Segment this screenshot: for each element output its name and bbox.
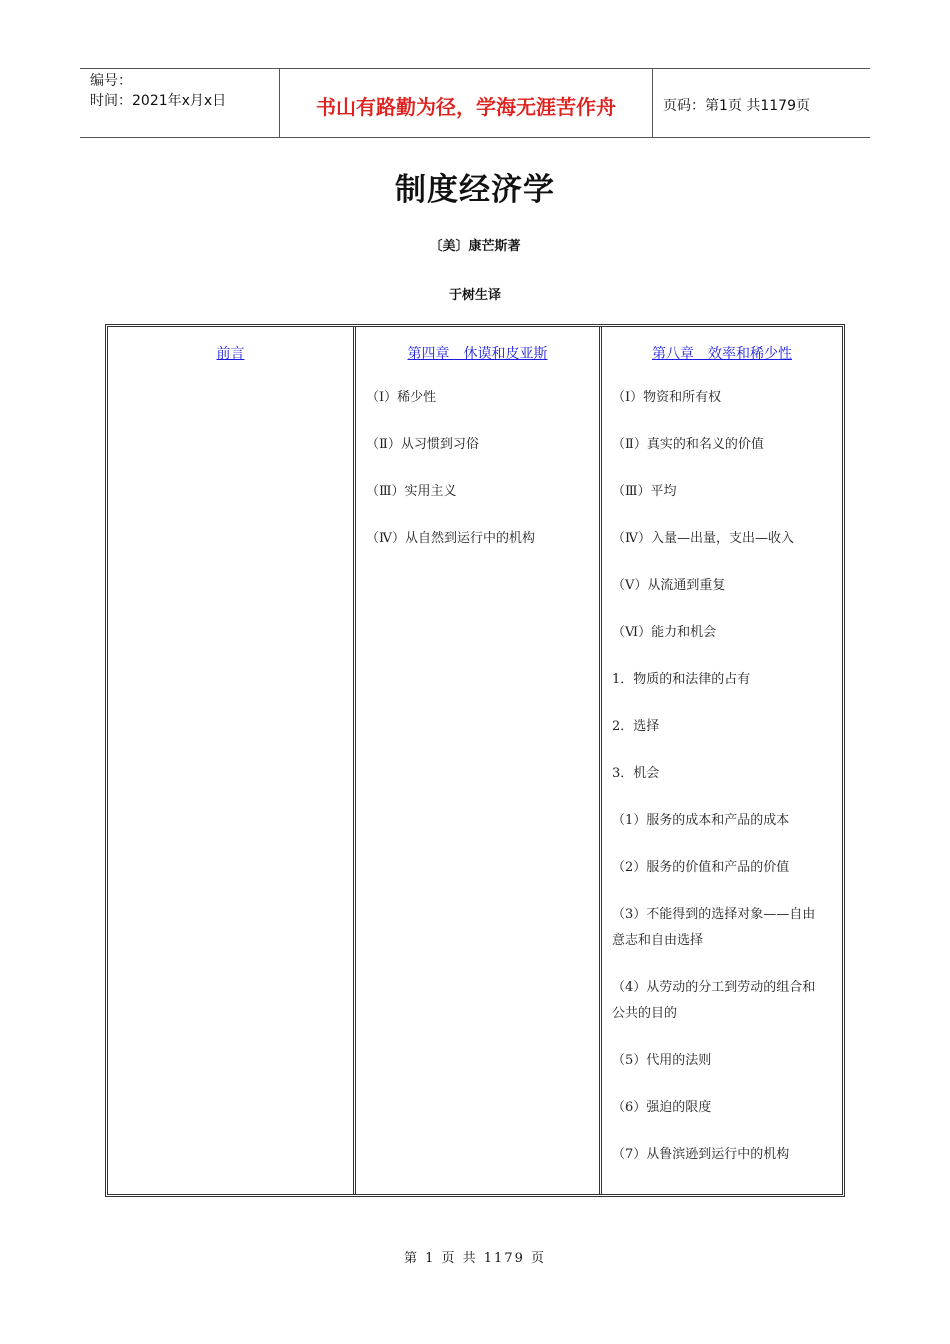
- toc-item: （5）代用的法则: [612, 1053, 712, 1068]
- header-motto: 书山有路勤为径，学海无涯苦作舟: [280, 69, 653, 137]
- document-title: 制度经济学: [395, 172, 555, 208]
- toc-item: 1．物质的和法律的占有: [612, 672, 751, 687]
- document-author: 〔美〕康芒斯著: [429, 239, 521, 254]
- toc-item: （4）从劳动的分工到劳动的组合和公共的目的: [612, 980, 816, 1021]
- toc-item: （Ⅴ）从流通到重复: [612, 578, 726, 593]
- toc-item: 2．选择: [612, 719, 660, 734]
- header-band: [80, 68, 870, 138]
- toc-column-2: [353, 327, 599, 1194]
- toc-item: （Ⅲ）平均: [612, 484, 677, 499]
- toc-item: （Ⅳ）入量—出量，支出—收入: [612, 531, 794, 546]
- toc-item: （Ⅲ）实用主义: [366, 484, 457, 499]
- header-page-info: 页码：第1页 共1179页: [663, 98, 810, 114]
- table-of-contents: [105, 324, 845, 1197]
- toc-column-1: [108, 327, 353, 1194]
- toc-item: （Ⅵ）能力和机会: [612, 625, 717, 640]
- toc-item: （Ⅳ）从自然到运行中的机构: [366, 531, 535, 546]
- time-label: 时间：2021年x月x日: [90, 93, 227, 109]
- toc-list-chapter-4: [356, 385, 599, 552]
- toc-item: （Ⅱ）从习惯到习俗: [366, 437, 479, 452]
- toc-link-preface[interactable]: 前言: [216, 346, 245, 362]
- toc-item: （Ⅰ）物资和所有权: [612, 390, 722, 405]
- toc-item: （3）不能得到的选择对象——自由意志和自由选择: [612, 907, 816, 948]
- toc-list-chapter-8: [602, 385, 842, 1168]
- number-label: 编号：: [90, 73, 132, 89]
- toc-item: （6）强迫的限度: [612, 1100, 712, 1115]
- toc-column-3: [599, 327, 842, 1194]
- toc-item: （Ⅰ）稀少性: [366, 390, 437, 405]
- toc-link-chapter-4[interactable]: 第四章 休谟和皮亚斯: [407, 346, 548, 362]
- toc-item: （2）服务的价值和产品的价值: [612, 860, 790, 875]
- toc-item: 3．机会: [612, 766, 660, 781]
- header-meta: [80, 69, 280, 137]
- toc-item: （Ⅱ）真实的和名义的价值: [612, 437, 764, 452]
- page-footer: 第 1 页 共 1179 页: [403, 1251, 547, 1266]
- toc-item: （7）从鲁滨逊到运行中的机构: [612, 1147, 790, 1162]
- toc-link-chapter-8[interactable]: 第八章 效率和稀少性: [652, 346, 792, 362]
- toc-item: （1）服务的成本和产品的成本: [612, 813, 790, 828]
- document-translator: 于树生译: [448, 288, 501, 303]
